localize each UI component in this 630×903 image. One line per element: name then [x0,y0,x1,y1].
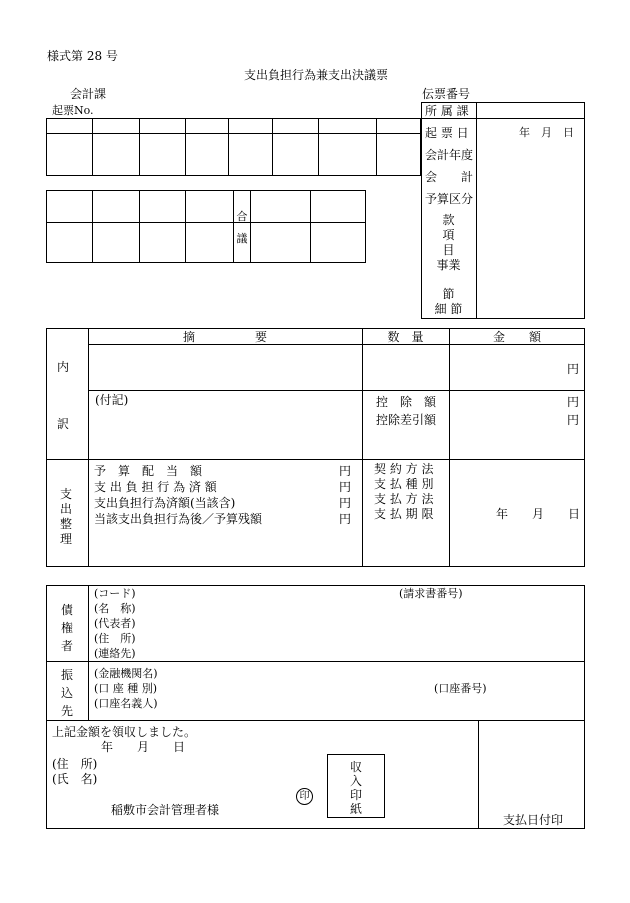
yosan-kubun-label: 予算区分 [425,192,474,206]
breakdown-col-line [449,328,450,567]
receipt-divider [478,720,479,829]
koza-shubetsu: (口 座 種 別) [94,682,158,695]
shiharai-shubetsu-label: 支 払 種 別 [374,477,434,491]
gougi-col-line [233,190,234,263]
jigyo-label: 事業 [436,258,461,272]
addressee: 稲敷市会計管理者様 [111,803,220,817]
receipt-jusho: (住 所) [52,757,98,771]
breakdown-header-rule [88,344,585,345]
form-number: 様式第 28 号 [47,49,118,63]
gougi-grid-border [46,190,366,263]
saikensha-name: (名 称) [94,602,136,615]
fuki-label: (付記) [95,393,129,407]
kojo-gaku-label: 控 除 額 [376,395,437,409]
form-title: 支出負担行為兼支出決議票 [244,68,389,82]
approval-col-line [185,118,186,176]
kihyo-bi-date: 年 月 日 [519,126,574,139]
payment-date-stamp-label: 支払日付印 [503,813,564,827]
kihyo-bi-label: 起 票 日 [425,126,469,140]
approval-col-line [228,118,229,176]
shishutsu-line-1: 予 算 配 当 額 [94,464,203,478]
kan-label: 款 [442,213,455,227]
setsu-label: 節 [442,287,455,301]
breakdown-section-rule [46,459,585,460]
shishutsu-line-2: 支 出 負 担 行 為 済 額 [94,480,217,494]
saikensha-renraku: (連絡先) [94,647,136,660]
koza-meigi: (口座名義人) [94,697,158,710]
saikensha-daihyo: (代表者) [94,617,136,630]
shishutsu-yen-3: 円 [339,496,352,510]
gougi-col-line [139,190,140,263]
saikensha-jusho: (住 所) [94,632,136,645]
uchi-label: 内 [57,360,70,374]
receipt-shimei: (氏 名) [52,772,98,786]
wake-label: 訳 [57,417,70,431]
gougi-label: 合議 [236,210,248,245]
seal-mark: 印 [296,788,313,805]
moku-label: 目 [442,243,455,257]
furikomi-label: 振込先 [60,668,73,718]
breakdown-border [46,328,585,567]
shiharai-kigen-date: 年 月 日 [496,507,581,521]
shunyu-inshi-label: 収入印紙 [349,760,362,816]
saikensha-code: (コード) [94,587,136,600]
dept-label: 会計課 [70,87,107,101]
tekiyo-header: 摘 要 [182,330,267,344]
kihyo-no-label: 起票No. [52,104,94,117]
receipt-date: 年 月 日 [101,740,186,754]
gougi-grid-divider [46,222,366,223]
shiharai-hoho-label: 支 払 方 法 [374,492,434,506]
breakdown-row-rule [88,390,585,391]
seikyusho-bango: (請求書番号) [399,587,463,600]
saisetsu-label: 細 節 [434,302,463,316]
shishutsu-yen-2: 円 [339,480,352,494]
gougi-col-line [250,190,251,263]
payee-side-line [88,585,89,720]
breakdown-side-line [88,328,89,567]
approval-col-line [318,118,319,176]
koza-bango: (口座番号) [434,682,487,695]
shishutsu-line-3: 支出負担行為済額(当該含) [94,496,236,510]
kojo-sashihiki-label: 控除差引額 [376,413,437,427]
kojo-yen: 円 [567,395,580,409]
kojo-sashihiki-yen: 円 [567,413,580,427]
shishutsu-seiri-label: 支出整理 [59,487,72,546]
account-panel-divider [476,102,477,319]
shozoku-ka-label: 所 属 課 [425,104,469,118]
approval-grid-border [46,118,421,176]
suryo-header: 数 量 [387,330,424,344]
shishutsu-yen-1: 円 [339,464,352,478]
shishutsu-line-4: 当該支出負担行為後／予算残額 [94,512,263,526]
kaikei-label: 会 計 [425,170,474,184]
gougi-col-line [92,190,93,263]
approval-col-line [272,118,273,176]
approval-grid-divider [46,133,421,134]
kinyu-kikan: (金融機関名) [94,667,158,680]
shiharai-kigen-label: 支 払 期 限 [374,507,434,521]
kou-label: 項 [442,228,455,242]
gougi-col-line [310,190,311,263]
breakdown-col-line [362,328,363,567]
payee-rule-1 [46,661,585,662]
payee-rule-2 [46,720,585,721]
saikensha-label: 債権者 [60,603,73,653]
approval-col-line [92,118,93,176]
keiyaku-hoho-label: 契 約 方 法 [374,462,434,476]
received-text: 上記金額を領収しました。 [52,725,197,739]
kaikei-nendo-label: 会計年度 [425,148,474,162]
denpyo-bango-label: 伝票番号 [422,87,471,101]
account-panel-rule [421,118,585,119]
yen-label: 円 [567,362,580,376]
kingaku-header: 金 額 [492,330,541,344]
approval-col-line [139,118,140,176]
shishutsu-yen-4: 円 [339,512,352,526]
gougi-col-line [185,190,186,263]
approval-col-line [376,118,377,176]
